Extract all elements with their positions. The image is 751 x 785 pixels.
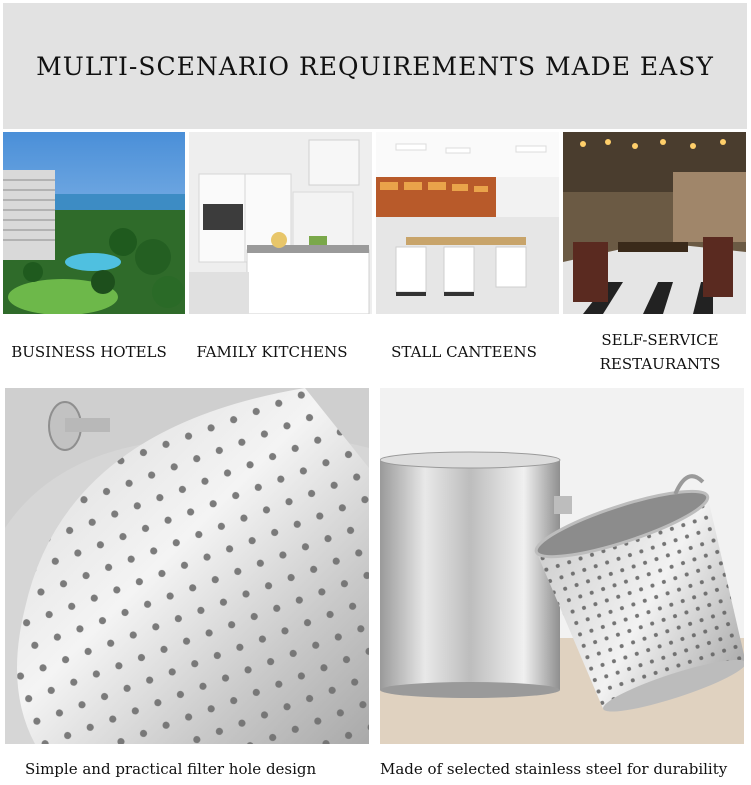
kitchen-photo: [189, 132, 372, 314]
scenario-label-kitchens: FAMILY KITCHENS: [196, 343, 348, 361]
restaurant-photo: [563, 132, 746, 314]
filter-hole-photo: [5, 388, 369, 744]
filter-hole-caption: Simple and practical filter hole design: [25, 760, 317, 778]
hotel-photo: [3, 132, 185, 314]
title-banner: [3, 3, 747, 129]
scenario-label-restaurants-line1: SELF-SERVICE: [601, 331, 719, 349]
scenario-label-restaurants: [588, 328, 732, 376]
canteen-photo: [376, 132, 559, 314]
page-title: MULTI-SCENARIO REQUIREMENTS MADE EASY: [36, 51, 714, 81]
scenario-label-restaurants-line2: RESTAURANTS: [599, 355, 721, 373]
stainless-pot-photo: [380, 388, 744, 744]
scenario-label-hotels: BUSINESS HOTELS: [11, 343, 167, 361]
stainless-steel-caption: Made of selected stainless steel for durability: [380, 760, 728, 778]
scenario-label-canteens: STALL CANTEENS: [391, 343, 537, 361]
